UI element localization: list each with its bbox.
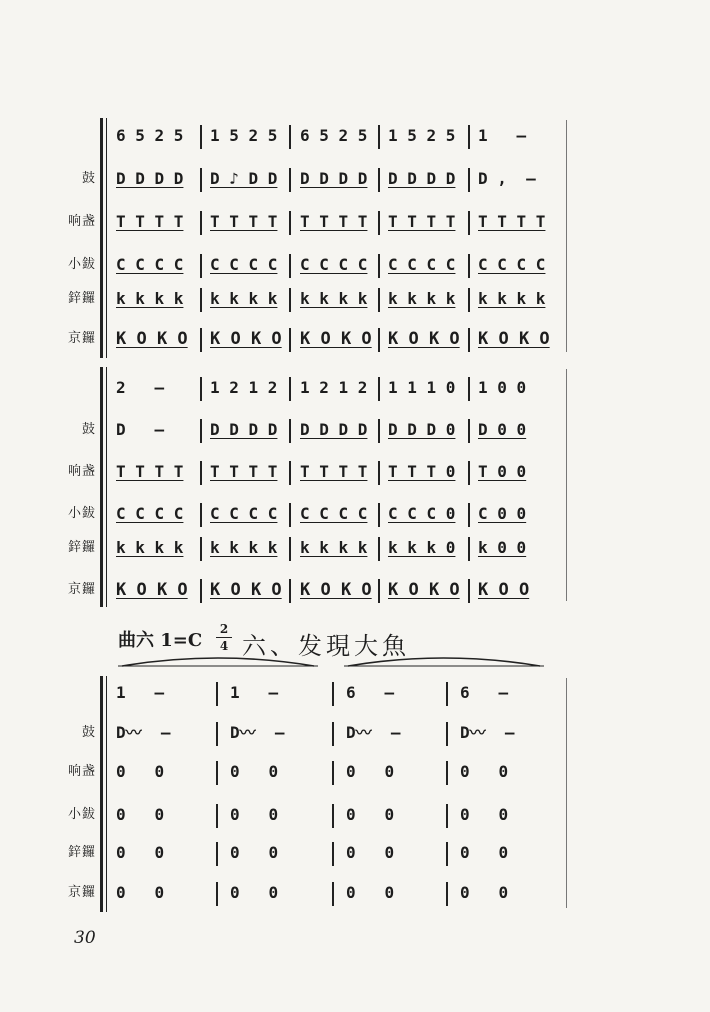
bar-line [468,579,470,603]
section-heading: 六、发現大魚 [242,632,410,660]
bar-line [378,211,380,235]
measure-cell: 0 0 [460,762,509,781]
measure-cell: 2 – [116,378,165,397]
measure-cell: C C C 0 [388,504,456,523]
instrument-row-jingluo [0,324,710,354]
measure-cell: T T T T [300,212,368,231]
bar-line [446,682,448,706]
bar-line [378,537,380,561]
measure-cell: D D D D [210,420,278,439]
bar-line [289,377,291,401]
instrument-row-jingluo [0,878,710,908]
time-signature-line [216,637,232,638]
bar-line [216,682,218,706]
bar-line [200,579,202,603]
measure-cell: D , – [478,169,536,188]
bar-line [289,328,291,352]
measure-cell: C C C C [210,255,278,274]
time-signature-bottom: 4 [219,639,229,653]
measure-cell: 1 – [478,126,527,145]
instrument-row-xiaobo [0,800,710,830]
instrument-label: 小鈸 [67,506,96,521]
measure-cell: 0 0 [230,805,279,824]
system-brace [100,676,111,912]
measure-cell: K O K O [210,329,282,349]
measure-cell: 0 0 [116,762,165,781]
measure-cell: T T T T [300,462,368,481]
slur-marks [118,650,548,680]
bar-line [468,328,470,352]
bar-line [332,882,334,906]
bar-line [289,288,291,312]
bar-line [200,419,202,443]
bar-line [200,537,202,561]
bar-line [216,804,218,828]
bar-line [200,461,202,485]
measure-cell: D〰 – [460,723,515,742]
measure-cell: K O K O [116,329,188,349]
bar-line [200,377,202,401]
measure-cell: 0 0 [230,883,279,902]
instrument-row-jingluo [0,575,710,605]
measure-cell: T T T T [478,212,546,231]
measure-cell: 0 0 [346,883,395,902]
measure-cell: 1 2 1 2 [210,378,278,397]
measure-cell: k k k k [210,538,278,557]
instrument-label: 鋅鑼 [67,291,96,306]
instrument-label: 京鑼 [67,582,96,597]
measure-cell: 0 0 [116,883,165,902]
bar-line [378,125,380,149]
measure-cell: T T T T [116,462,184,481]
measure-cell: D ♪ D D [210,169,278,188]
key-signature: 曲六 1=C [118,630,203,651]
bar-line [200,503,202,527]
bar-line [468,419,470,443]
bar-line [216,722,218,746]
measure-cell: D D D D [300,420,368,439]
measure-cell: 0 0 [116,805,165,824]
bar-line [378,288,380,312]
instrument-row-xinluo [0,838,710,868]
measure-cell: 1 2 1 2 [300,378,368,397]
measure-cell: k k k k [210,289,278,308]
measure-cell: D〰 – [346,723,401,742]
measure-cell: D D D D [388,169,456,188]
measure-cell: T T T T [388,212,456,231]
bar-line [468,503,470,527]
bar-line [446,722,448,746]
bar-line [289,461,291,485]
measure-cell: K O K O [388,580,460,600]
instrument-row-gu [0,164,710,194]
bar-line [378,254,380,278]
instrument-label: 鋅鑼 [67,845,96,860]
measure-cell: D D D D [300,169,368,188]
measure-cell: D – [116,420,165,439]
measure-cell: k k k k [388,289,456,308]
instrument-label: 鋅鑼 [67,540,96,555]
measure-cell: C 0 0 [478,504,527,523]
bar-line [332,682,334,706]
measure-cell: 6 5 2 5 [116,126,184,145]
bar-line [446,842,448,866]
bar-line [216,882,218,906]
instrument-label: 响盏 [67,464,96,479]
instrument-label: 小鈸 [67,257,96,272]
bar-line [289,168,291,192]
bar-line [468,168,470,192]
bar-line [378,419,380,443]
bar-line [332,761,334,785]
instrument-row-xiaobo [0,499,710,529]
instrument-label: 鼓 [81,725,96,740]
bar-line [289,419,291,443]
bar-line [216,761,218,785]
page-number: 30 [74,928,96,948]
instrument-label: 响盏 [67,214,96,229]
measure-cell: 6 5 2 5 [300,126,368,145]
bar-line [289,254,291,278]
bar-line [332,722,334,746]
bar-line [468,537,470,561]
bar-line [468,461,470,485]
bar-line [446,882,448,906]
measure-cell: 0 0 [116,843,165,862]
bar-line [289,125,291,149]
melody-row [0,678,710,708]
system-end-line [566,678,567,908]
instrument-label: 京鑼 [67,885,96,900]
instrument-row-xinluo [0,533,710,563]
measure-cell: k 0 0 [478,538,527,557]
bar-line [468,288,470,312]
bar-line [289,503,291,527]
measure-cell: D〰 – [230,723,285,742]
measure-cell: 0 0 [460,805,509,824]
measure-cell: k k k k [300,538,368,557]
melody-row [0,121,710,151]
measure-cell: T T T T [210,212,278,231]
measure-cell: k k k k [116,538,184,557]
bar-line [289,537,291,561]
measure-cell: D 0 0 [478,420,527,439]
instrument-row-gu [0,415,710,445]
instrument-row-xiangzhan [0,207,710,237]
instrument-row-gu [0,718,710,748]
measure-cell: 0 0 [460,843,509,862]
measure-cell: K O K O [300,329,372,349]
time-signature [216,622,232,653]
instrument-label: 鼓 [81,171,96,186]
bar-line [468,254,470,278]
bar-line [216,842,218,866]
measure-cell: 1 1 1 0 [388,378,456,397]
measure-cell: 1 5 2 5 [210,126,278,145]
bar-line [468,211,470,235]
melody-row [0,373,710,403]
bar-line [378,377,380,401]
bar-line [332,842,334,866]
measure-cell: 0 0 [230,762,279,781]
instrument-label: 京鑼 [67,331,96,346]
measure-cell: C C C C [300,255,368,274]
bar-line [378,579,380,603]
measure-cell: C C C C [116,504,184,523]
measure-cell: k k k k [300,289,368,308]
measure-cell: 0 0 [346,843,395,862]
measure-cell: T T T T [116,212,184,231]
measure-cell: T T T 0 [388,462,456,481]
system-brace [100,367,111,607]
measure-cell: 0 0 [346,762,395,781]
bar-line [468,377,470,401]
bar-line [446,804,448,828]
bar-line [332,804,334,828]
measure-cell: C C C C [388,255,456,274]
instrument-row-xiangzhan [0,457,710,487]
bar-line [446,761,448,785]
bar-line [200,254,202,278]
measure-cell: K O K O [478,329,550,349]
bar-line [200,288,202,312]
instrument-label: 响盏 [67,764,96,779]
measure-cell: C C C C [478,255,546,274]
measure-cell: 0 0 [230,843,279,862]
instrument-label: 小鈸 [67,807,96,822]
bar-line [378,328,380,352]
time-signature-top: 2 [219,622,229,636]
instrument-row-xiaobo [0,250,710,280]
measure-cell: 0 0 [346,805,395,824]
instrument-label: 鼓 [81,422,96,437]
bar-line [289,579,291,603]
measure-cell: C C C C [210,504,278,523]
system-brace [100,118,111,358]
measure-cell: T T T T [210,462,278,481]
instrument-row-xinluo [0,284,710,314]
measure-cell: D D D 0 [388,420,456,439]
measure-cell: 1 5 2 5 [388,126,456,145]
bar-line [378,503,380,527]
measure-cell: 1 0 0 [478,378,527,397]
measure-cell: T 0 0 [478,462,527,481]
measure-cell: 6 – [460,683,509,702]
bar-line [378,461,380,485]
measure-cell: K O K O [116,580,188,600]
bar-line [200,328,202,352]
slur-arc [348,658,540,666]
bar-line [200,125,202,149]
measure-cell: k k k k [478,289,546,308]
bar-line [200,168,202,192]
measure-cell: K O K O [300,580,372,600]
measure-cell: k k k 0 [388,538,456,557]
measure-cell: K O O [478,580,530,600]
instrument-row-xiangzhan [0,757,710,787]
measure-cell: K O K O [388,329,460,349]
measure-cell: 0 0 [460,883,509,902]
bar-line [378,168,380,192]
measure-cell: k k k k [116,289,184,308]
bar-line [289,211,291,235]
measure-cell: K O K O [210,580,282,600]
slur-arc [122,658,314,666]
measure-cell: 1 – [230,683,279,702]
measure-cell: D〰 – [116,723,171,742]
measure-cell: C C C C [300,504,368,523]
measure-cell: D D D D [116,169,184,188]
measure-cell: 1 – [116,683,165,702]
bar-line [200,211,202,235]
measure-cell: C C C C [116,255,184,274]
measure-cell: 6 – [346,683,395,702]
bar-line [468,125,470,149]
